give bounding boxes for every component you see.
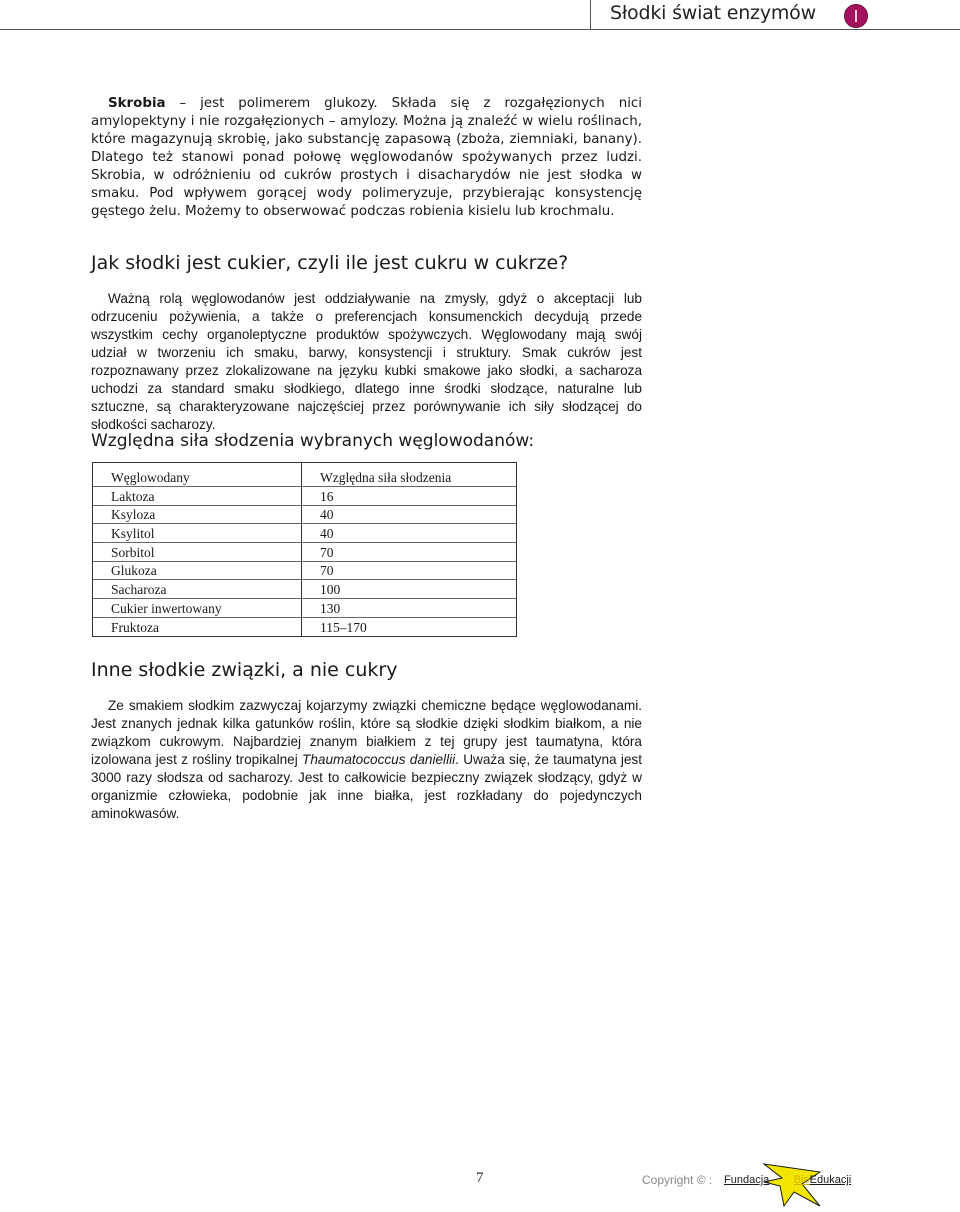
thaumatin-text-2: . Uważa się, że taumatyna jest 3000 razy słodsza od sacharozy. Jest to całkowicie bezpieczny związek słodzący, gdyż w organizmie człowieka, podobnie jak inne białka, jest rozkładany do pojedynczych aminokwasów.	[91, 752, 642, 821]
table-header-row	[93, 463, 517, 487]
table-header-sweetness: Względna siła słodzenia	[302, 463, 517, 487]
header-rule	[0, 29, 960, 30]
logo-word-fundacja: Fundacja	[724, 1174, 770, 1186]
table-row	[93, 599, 517, 618]
carbohydrates-text: Ważną rolą węglowodanów jest oddziaływanie na zmysły, gdyż o akceptacji lub odrzuceniu pożywienia, a także o preferencjach konsumenckich decydują przede wszystkim cechy organoleptyczne produktów spożywczych. Węglowodany mają swój udział w tworzeniu ich smaku, barwy, konsystencji i struktury. Smak cukrów jest rozpoznawany przez zlokalizowane na języku kubki smakowe jako słodki, a sacharoza uchodzi za standard smaku słodkiego, dlatego inne środki słodzące, naturalne lub sztuczne, są charakteryzowane najczęściej przez porównywanie ich siły słodzącej do słodkości sacharozy.	[91, 291, 642, 432]
table-heading: Względna siła słodzenia wybranych węglowodanów:	[91, 431, 535, 451]
header-divider	[590, 0, 591, 30]
sweetness-value-cell: 130	[302, 599, 517, 618]
copyright-label: Copyright © :	[642, 1173, 713, 1187]
carbohydrate-cell: Glukoza	[93, 561, 302, 580]
carbohydrate-cell: Ksylitol	[93, 524, 302, 543]
header-title: Słodki świat enzymów	[610, 2, 816, 24]
sweetness-value-cell: 70	[302, 543, 517, 562]
sweetness-value-cell: 16	[302, 487, 517, 506]
sweetness-value-cell: 70	[302, 561, 517, 580]
section-heading-sweetness: Jak słodki jest cukier, czyli ile jest cukru w cukrze?	[91, 252, 569, 274]
logo-word-bio: Bio	[793, 1174, 810, 1186]
species-name: Thaumatococcus daniellii	[302, 752, 456, 767]
carbohydrate-cell: Ksyloza	[93, 505, 302, 524]
sweetness-value-cell: 40	[302, 505, 517, 524]
sweetness-value-cell: 100	[302, 580, 517, 599]
carbohydrate-cell: Cukier inwertowany	[93, 599, 302, 618]
thaumatin-text-1: Ze smakiem słodkim zazwyczaj kojarzymy związki chemiczne będące węglowodanami. Jest znanych jednak kilka gatunków roślin, które są słodkie dzięki słodkim białkom, a nie związkom cukrowym. Najbardziej znanym białkiem z tej grupy jest taumatyna, która izolowana jest z rośliny tropikalnej	[91, 698, 642, 767]
header-badge-icon	[844, 4, 868, 28]
carbohydrate-cell: Fruktoza	[93, 617, 302, 636]
carbohydrates-paragraph	[91, 290, 642, 434]
logo-word-edukacji: Edukacji	[809, 1174, 852, 1186]
logo-text	[724, 1174, 851, 1186]
page-number: 7	[476, 1170, 484, 1186]
carbohydrate-cell: Laktoza	[93, 487, 302, 506]
starch-text: – jest polimerem glukozy. Składa się z rozgałęzionych nici amylopektyny i nie rozgałęzionych – amylozy. Można ją znaleźć w wielu roślinach, które magazynują skrobię, jako substancję zapasową (zboża, ziemniaki, banany). Dlatego też stanowi ponad połowę węglowodanów spożywanych przez ludzi. Skrobia, w odróżnieniu od cukrów prostych i disacharydów nie jest słodka w smaku. Pod wpływem gorącej wody polimeryzuje, przybierając konsystencję gęstego żelu. Możemy to obserwować podczas robienia kisielu lub krochmalu.	[91, 96, 642, 219]
section-heading-other-compounds: Inne słodkie związki, a nie cukry	[91, 659, 398, 681]
table-row	[93, 561, 517, 580]
table-row	[93, 524, 517, 543]
carbohydrate-cell: Sacharoza	[93, 580, 302, 599]
sweetness-value-cell: 40	[302, 524, 517, 543]
table-row	[93, 580, 517, 599]
thaumatin-paragraph	[91, 697, 642, 823]
page-header	[0, 0, 960, 30]
starch-term: Skrobia	[108, 96, 166, 111]
table-row	[93, 487, 517, 506]
fundacja-bioedukacji-logo	[724, 1162, 874, 1208]
table-header-carbohydrate: Węglowodany	[93, 463, 302, 487]
starch-paragraph	[91, 95, 642, 221]
sweetness-table	[92, 462, 517, 637]
table-row	[93, 617, 517, 636]
sweetness-value-cell: 115–170	[302, 617, 517, 636]
table-row	[93, 543, 517, 562]
table-row	[93, 505, 517, 524]
carbohydrate-cell: Sorbitol	[93, 543, 302, 562]
